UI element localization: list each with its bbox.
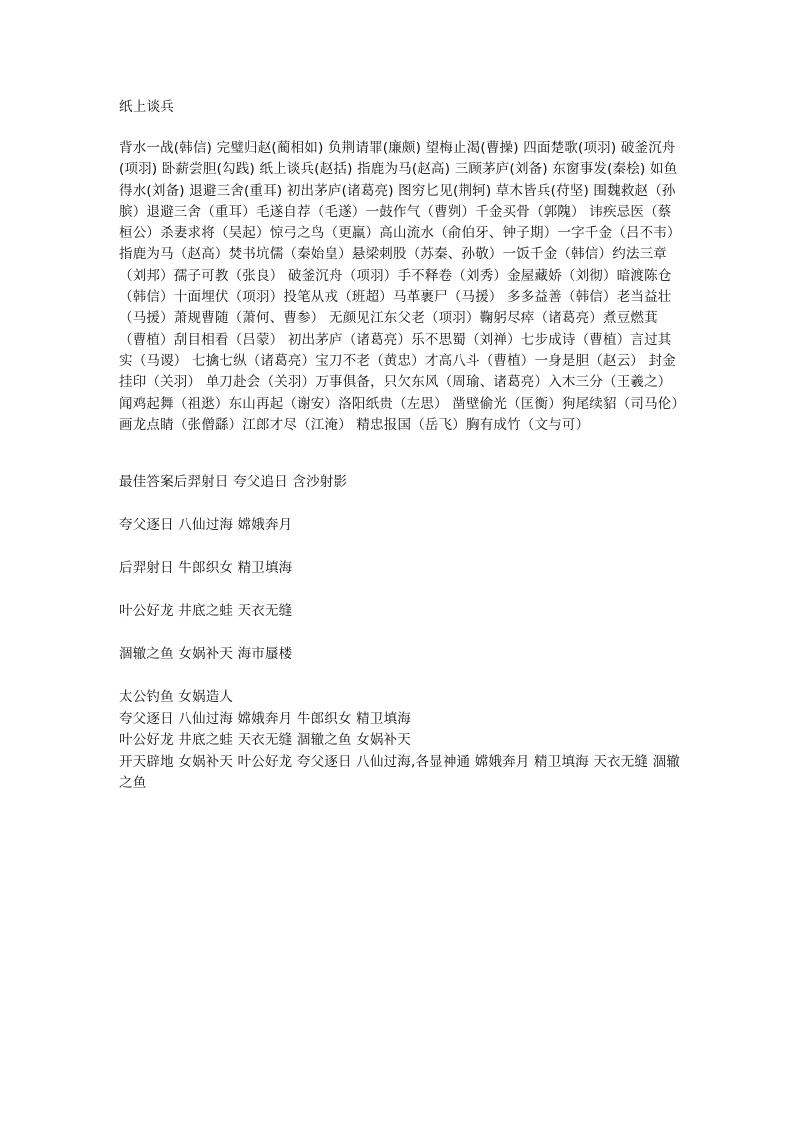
answer-line: 开天辟地 女娲补天 叶公好龙 夸父逐日 八仙过海,各显神通 嫦娥奔月 精卫填海 天衣无缝 涸辙之鱼 [119,753,681,792]
blank-line [119,494,681,516]
document-content [119,96,681,795]
document-title: 纸上谈兵 [119,99,175,115]
answer-line: 太公钓鱼 女娲造人 [119,689,234,706]
answer-line: 夸父逐日 八仙过海 嫦娥奔月 [119,517,293,534]
blank-line [119,666,681,688]
blank-line [119,580,681,602]
answer-line: 叶公好龙 井底之蛙 天衣无缝 涸辙之鱼 女娲补天 [119,732,411,749]
answer-line: 夸父逐日 八仙过海 嫦娥奔月 牛郎织女 精卫填海 [119,710,411,727]
blank-line [119,537,681,559]
answer-line: 最佳答案后羿射日 夸父追日 含沙射影 [119,474,348,491]
blank-line [119,623,681,645]
idiom-paragraph: 背水一战(韩信) 完璧归赵(蔺相如) 负荆请罪(廉颇) 望梅止渴(曹操) 四面楚歌(项羽) 破釜沉舟(项羽) 卧薪尝胆(勾践) 纸上谈兵(赵括) 指鹿为马(赵高) 三顾茅庐(刘备) 东窗事发(秦桧) 如鱼得水(刘备) 退避三舍(重耳) 初出茅庐(诸葛亮) 图穷匕见(荆轲) 草木皆兵(苻坚) 围魏救赵（孙膑）退避三舍（重耳）毛遂自荐（毛遂）一鼓作气（曹刿）千金买骨（郭隗） 讳疾忌医（蔡桓公）杀妻求将（吴起）惊弓之鸟（更羸）高山流水（俞伯牙、钟子期）一字千金（吕不韦）指鹿为马（赵高）焚书坑儒（秦始皇）悬梁刺股（苏秦、孙敬）一饭千金（韩信）约法三章（刘邦）孺子可教（张良） 破釜沉舟（项羽）手不释卷（刘秀）金屋藏娇（刘彻）暗渡陈仓（韩信）十面埋伏（项羽）投笔从戎（班超）马革裹尸（马援） 多多益善（韩信）老当益壮（马援）萧规曹随（萧何、曹参） 无颜见江东父老（项羽）鞠躬尽瘁（诸葛亮）煮豆燃萁（曹植）刮目相看（吕蒙） 初出茅庐（诸葛亮）乐不思蜀（刘禅）七步成诗（曹植）言过其实（马谡） 七擒七纵（诸葛亮）宝刀不老（黄忠）才高八斗（曹植）一身是胆（赵云） 封金挂印（关羽） 单刀赴会（关羽）万事俱备，只欠东风（周瑜、诸葛亮）入木三分（王羲之）闻鸡起舞（祖逖）东山再起（谢安）洛阳纸贵（左思） 凿壁偷光（匡衡）狗尾续貂（司马伦）画龙点睛（张僧繇）江郎才尽（江淹） 精忠报国（岳飞）胸有成竹（文与可） [119,140,681,433]
answer-line: 涸辙之鱼 女娲补天 海市蜃楼 [119,646,293,663]
answer-line: 叶公好龙 井底之蛙 天衣无缝 [119,603,293,620]
answer-section [119,472,681,795]
answer-line: 后羿射日 牛郎织女 精卫填海 [119,560,293,577]
